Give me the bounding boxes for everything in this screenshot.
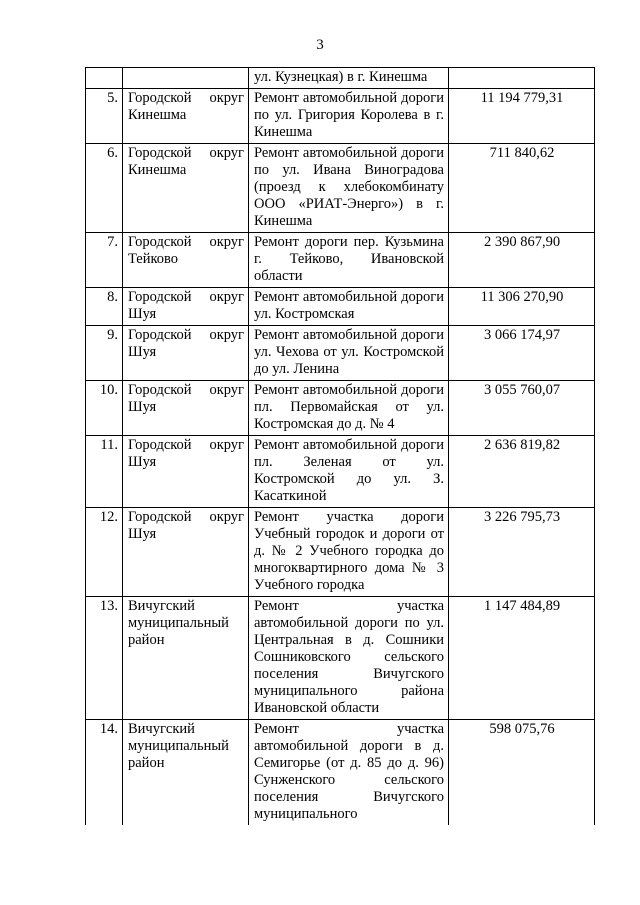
row-number: 8. xyxy=(86,288,123,326)
table-row xyxy=(86,597,595,720)
municipality-cell: Городской округ Шуя xyxy=(123,288,249,326)
municipality-cell: Городской округ Шуя xyxy=(123,508,249,597)
row-number: 6. xyxy=(86,144,123,233)
municipality-cell: Вичугский муниципальный район xyxy=(123,720,249,826)
object-cell: Ремонт автомобильной дороги пл. Первомайская от ул. Костромская до д. № 4 xyxy=(249,381,449,436)
municipality-cell: Городской округ Кинешма xyxy=(123,89,249,144)
row-number: 9. xyxy=(86,326,123,381)
page-number: 3 xyxy=(316,37,324,53)
table-row xyxy=(86,326,595,381)
object-cell: Ремонт автомобильной дороги пл. Зеленая от ул. Костромской до ул. З. Касаткиной xyxy=(249,436,449,508)
amount-cell: 11 306 270,90 xyxy=(449,288,595,326)
table-row xyxy=(86,381,595,436)
object-cell: Ремонт автомобильной дороги ул. Чехова от ул. Костромской до ул. Ленина xyxy=(249,326,449,381)
amount-cell: 11 194 779,31 xyxy=(449,89,595,144)
table-row xyxy=(86,233,595,288)
table-row xyxy=(86,68,595,89)
amount-cell xyxy=(449,68,595,89)
municipality-cell: Городской округ Шуя xyxy=(123,326,249,381)
amount-cell: 2 390 867,90 xyxy=(449,233,595,288)
object-cell: Ремонт автомобильной дороги ул. Костромская xyxy=(249,288,449,326)
amount-cell: 1 147 484,89 xyxy=(449,597,595,720)
row-number: 14. xyxy=(86,720,123,826)
row-number: 5. xyxy=(86,89,123,144)
works-table xyxy=(85,67,595,825)
object-cell: ул. Кузнецкая) в г. Кинешма xyxy=(249,68,449,89)
municipality-cell: Вичугский муниципальный район xyxy=(123,597,249,720)
table-row xyxy=(86,720,595,826)
object-cell: Ремонт участка автомобильной дороги по ул. Центральная в д. Сошники Сошниковского сельского поселения Вичугского муниципального района Ивановской области xyxy=(249,597,449,720)
object-cell: Ремонт участка автомобильной дороги в д. Семигорье (от д. 85 до д. 96) Сунженского сельского поселения Вичугского муниципального xyxy=(249,720,449,826)
table-row xyxy=(86,144,595,233)
row-number: 12. xyxy=(86,508,123,597)
table-row xyxy=(86,436,595,508)
amount-cell: 711 840,62 xyxy=(449,144,595,233)
row-number: 11. xyxy=(86,436,123,508)
municipality-cell: Городской округ Тейково xyxy=(123,233,249,288)
amount-cell: 3 226 795,73 xyxy=(449,508,595,597)
municipality-cell xyxy=(123,68,249,89)
object-cell: Ремонт дороги пер. Кузьмина г. Тейково, Ивановской области xyxy=(249,233,449,288)
row-number xyxy=(86,68,123,89)
object-cell: Ремонт автомобильной дороги по ул. Григория Королева в г. Кинешма xyxy=(249,89,449,144)
object-cell: Ремонт автомобильной дороги по ул. Ивана Виноградова (проезд к хлебокомбинату ООО «РИАТ-Энерго») в г. Кинешма xyxy=(249,144,449,233)
table-row xyxy=(86,89,595,144)
amount-cell: 598 075,76 xyxy=(449,720,595,826)
row-number: 13. xyxy=(86,597,123,720)
table-row xyxy=(86,508,595,597)
object-cell: Ремонт участка дороги Учебный городок и дороги от д. № 2 Учебного городка до многоквартирного дома № 3 Учебного городка xyxy=(249,508,449,597)
amount-cell: 3 066 174,97 xyxy=(449,326,595,381)
municipality-cell: Городской округ Шуя xyxy=(123,381,249,436)
row-number: 7. xyxy=(86,233,123,288)
amount-cell: 3 055 760,07 xyxy=(449,381,595,436)
municipality-cell: Городской округ Шуя xyxy=(123,436,249,508)
row-number: 10. xyxy=(86,381,123,436)
municipality-cell: Городской округ Кинешма xyxy=(123,144,249,233)
table-row xyxy=(86,288,595,326)
amount-cell: 2 636 819,82 xyxy=(449,436,595,508)
